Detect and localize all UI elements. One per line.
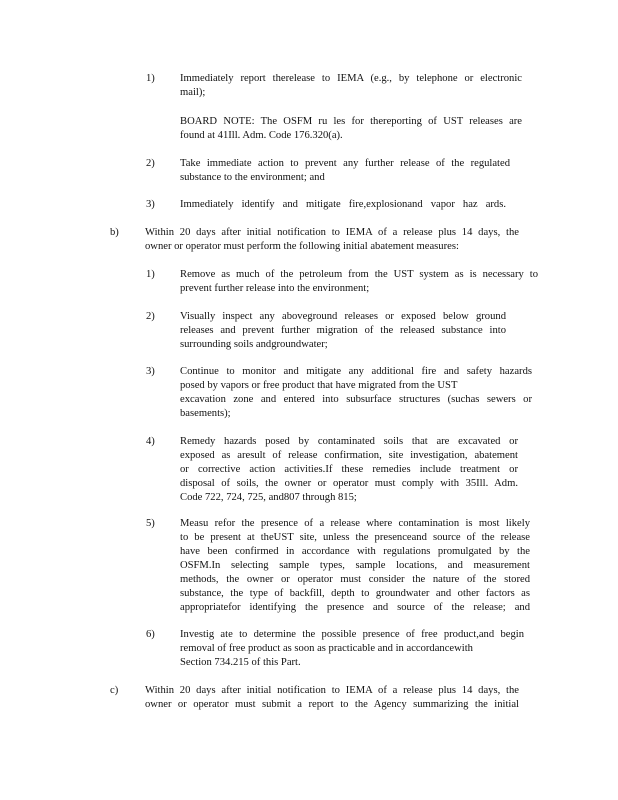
- text-line: basements);: [180, 408, 231, 419]
- text-line: or corrective action activities.If these remedies include treatment or: [180, 464, 518, 475]
- text-line: Immediately report therelease to IEMA (e.g., by telephone or electronic: [180, 73, 522, 84]
- text-line: Investig ate to determine the possible presence of free product,and begin: [180, 629, 524, 640]
- text-line: excavation zone and entered into subsurface structures (suchas sewers or: [180, 394, 532, 405]
- item-marker: 6): [146, 629, 155, 640]
- item-marker: 5): [146, 518, 155, 529]
- item-marker: 4): [146, 436, 155, 447]
- text-line: posed by vapors or free product that have migrated from the UST: [180, 380, 458, 391]
- item-marker: c): [110, 685, 119, 696]
- text-line: to be present at theUST site, unless the presenceand source of the release: [180, 532, 530, 543]
- text-line: OSFM.In selecting sample types, sample locations, and measurement: [180, 560, 530, 571]
- text-line: substance to the environment; and: [180, 172, 325, 183]
- text-line: prevent further release into the environment;: [180, 283, 370, 294]
- text-line: Visually inspect any aboveground releases or exposed below ground: [180, 311, 506, 322]
- item-marker: 3): [146, 366, 155, 377]
- text-line: found at 41Ill. Adm. Code 176.320(a).: [180, 130, 343, 141]
- text-line: Measu refor the presence of a release where contamination is most likely: [180, 518, 530, 529]
- item-marker: b): [110, 227, 119, 238]
- text-line: mail);: [180, 87, 206, 98]
- text-line: substance, the type of backfill, depth to groundwater and other factors as: [180, 588, 530, 599]
- text-line: owner or operator must submit a report to the Agency summarizing the initial: [145, 699, 519, 710]
- text-line: Within 20 days after initial notification to IEMA of a release plus 14 days, the: [145, 685, 519, 696]
- text-line: methods, the owner or operator must consider the nature of the stored: [180, 574, 530, 585]
- text-line: Section 734.215 of this Part.: [180, 657, 301, 668]
- text-line: have been confirmed in accordance with regulations promulgated by the: [180, 546, 530, 557]
- text-line: Remedy hazards posed by contaminated soils that are excavated or: [180, 436, 518, 447]
- text-line: disposal of soils, the owner or operator must comply with 35Ill. Adm.: [180, 478, 518, 489]
- text-line: Remove as much of the petroleum from the UST system as is necessary to: [180, 269, 538, 280]
- item-marker: 2): [146, 158, 155, 169]
- item-marker: 1): [146, 269, 155, 280]
- text-line: owner or operator must perform the following initial abatement measures:: [145, 241, 459, 252]
- text-line: surrounding soils andgroundwater;: [180, 339, 328, 350]
- text-line: Continue to monitor and mitigate any additional fire and safety hazards: [180, 366, 532, 377]
- text-line: Immediately identify and mitigate fire,explosionand vapor haz ards.: [180, 199, 506, 210]
- text-line: exposed as aresult of release confirmation, site investigation, abatement: [180, 450, 518, 461]
- text-line: Take immediate action to prevent any further release of the regulated: [180, 158, 510, 169]
- item-marker: 2): [146, 311, 155, 322]
- text-line: removal of free product as soon as practicable and in accordancewith: [180, 643, 473, 654]
- text-line: BOARD NOTE: The OSFM ru les for thereporting of UST releases are: [180, 116, 522, 127]
- text-line: releases and prevent further migration of the released substance into: [180, 325, 506, 336]
- text-line: Within 20 days after initial notification to IEMA of a release plus 14 days, the: [145, 227, 519, 238]
- item-marker: 1): [146, 73, 155, 84]
- text-line: Code 722, 724, 725, and807 through 815;: [180, 492, 357, 503]
- item-marker: 3): [146, 199, 155, 210]
- text-line: appropriatefor identifying the presence and source of the release; and: [180, 602, 530, 613]
